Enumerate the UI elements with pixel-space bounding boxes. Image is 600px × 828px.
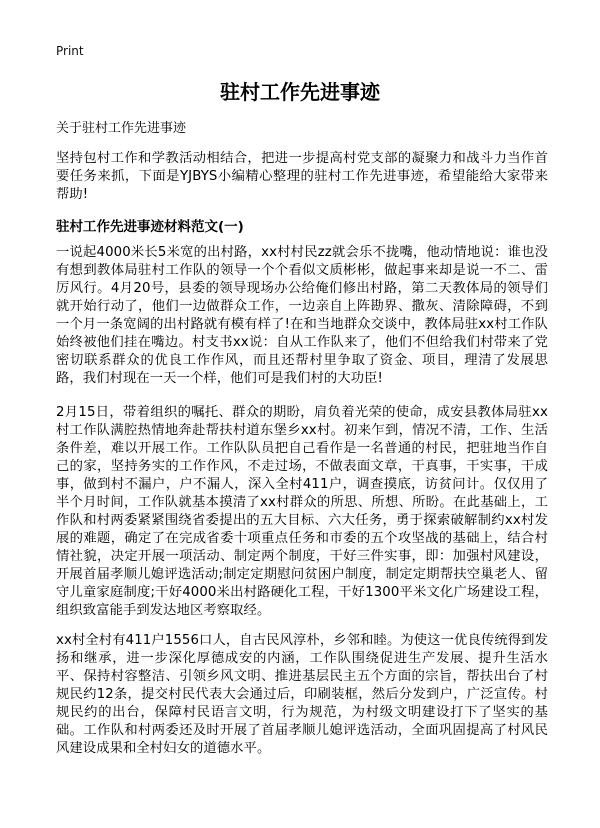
body-paragraph: xx村全村有411户1556口人，自古民风淳朴，乡邻和睦。为使这一优良传统得到发扬和继承，进一步深化厚德成安的内涵，工作队围绕促进生产发展、提升生活水平、保持村容整洁、引领乡风文明、推进基层民主五个方面的宗旨，帮扶出台了村规民约12条，提交村民代表大会通过后，印刷装框，然后分发到户，广泛宣传。村规民约的出台，保障村民语言文明，行为规范，为村级文明建设打下了坚实的基础。工作队和村两委还及时开展了首届孝顺儿媳评选活动，全面巩固提高了村风民风建设成果和全村妇女的道德水平。 <box>56 633 548 756</box>
body-paragraph: 2月15日，带着组织的嘱托、群众的期盼，肩负着光荣的使命，成安县教体局驻xx村工作队满腔热情地奔赴帮扶村道东堡乡xx村。初来乍到，情况不清，工作、生活条件差，难以开展工作。工作队队员把自己看作是一名普通的村民，把驻地当作自己的家，坚持务实的工作作风，不走过场，不做表面文章，干真事，干实事，干成事，做到村不漏户，户不漏人，深入全村411户，调查摸底，访贫问计。仅仅用了半个月时间，工作队就基本摸清了xx村群众的所思、所想、所盼。在此基础上，工作队和村两委紧紧围绕省委提出的五大目标、六大任务，勇于探索破解制约xx村发展的难题，确定了在完成省委十项重点任务和市委的五个攻坚战的基础上，结合村情社貌，决定开展一项活动、制定两个制度，干好三件实事，即：加强村风建设，开展首届孝顺儿媳评选活动;制定定期慰问贫困户制度，制定定期帮扶空巢老人、留守儿童家庭制度;干好4000米出村路硬化工程，干好1300平米文化广场建设工程，组织致富能手到发达地区考察取经。 <box>56 405 548 618</box>
print-link[interactable]: Print <box>56 44 84 58</box>
subtitle: 关于驻村工作先进事迹 <box>56 121 187 136</box>
page-title: 驻村工作先进事迹 <box>220 80 380 104</box>
body-paragraph: 一说起4000米长5米宽的出村路，xx村村民zz就会乐不拢嘴，他动情地说：谁也没有想到教体局驻村工作队的领导一个个看似文质彬彬，做起事来却是说一不二、雷厉风行。4月20号，县委的领导现场办公给俺们修出村路，第二天教体局的领导们就开始行动了，他们一边做群众工作，一边亲自上阵勘界、撒灰、清除障碍，不到一个月一条宽阔的出村路就有模有样了!在和当地群众交谈中，教体局驻xx村工作队始终被他们挂在嘴边。村支书xx说：自从工作队来了，他们不但给我们村带来了党密切联系群众的优良工作作风，而且还帮村里争取了资金、项目，理清了发展思路，我们村现在一天一个样，他们可是我们村的大功臣! <box>56 245 548 386</box>
intro-paragraph: 坚持包村工作和学教活动相结合，把进一步提高村党支部的凝聚力和战斗力当作首要任务来抓，下面是YJBYS小编精心整理的驻村工作先进事迹，希望能给大家带来帮助! <box>56 151 548 202</box>
section-heading: 驻村工作先进事迹材料范文(一) <box>56 219 244 235</box>
